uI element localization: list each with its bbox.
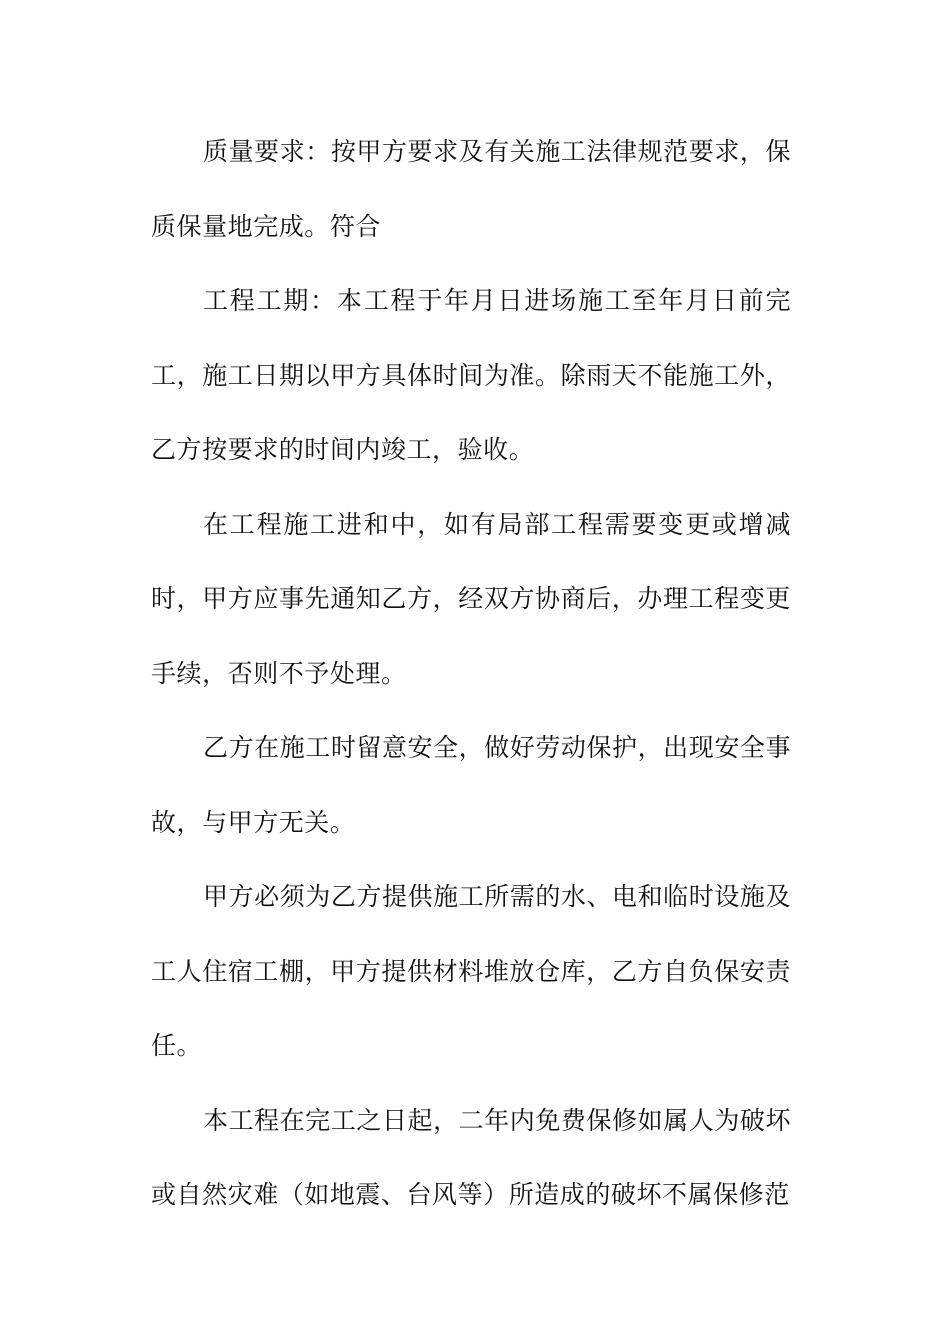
paragraph-facilities: 甲方必须为乙方提供施工所需的水、电和临时设施及工人住宿工棚，甲方提供材料堆放仓库，乙方自负保安责任。 — [151, 882, 791, 1060]
paragraph-quality-requirements: 质量要求：按甲方要求及有关施工法律规范要求，保质保量地完成。符合 — [151, 137, 791, 241]
paragraph-change-procedure: 在工程施工进和中，如有局部工程需要变更或增减时，甲方应事先通知乙方，经双方协商后，办理工程变更手续，否则不予处理。 — [151, 509, 791, 688]
paragraph-safety: 乙方在施工时留意安全，做好劳动保护，出现安全事故，与甲方无关。 — [151, 733, 791, 837]
paragraph-construction-period: 工程工期：本工程于年月日进场施工至年月日前完工，施工日期以甲方具体时间为准。除雨天不能施工外，乙方按要求的时间内竣工，验收。 — [151, 286, 791, 464]
paragraph-warranty: 本工程在完工之日起，二年内免费保修如属人为破坏或自然灾难（如地震、台风等）所造成的破坏不属保修范 — [151, 1105, 791, 1209]
document-body — [151, 115, 791, 1233]
